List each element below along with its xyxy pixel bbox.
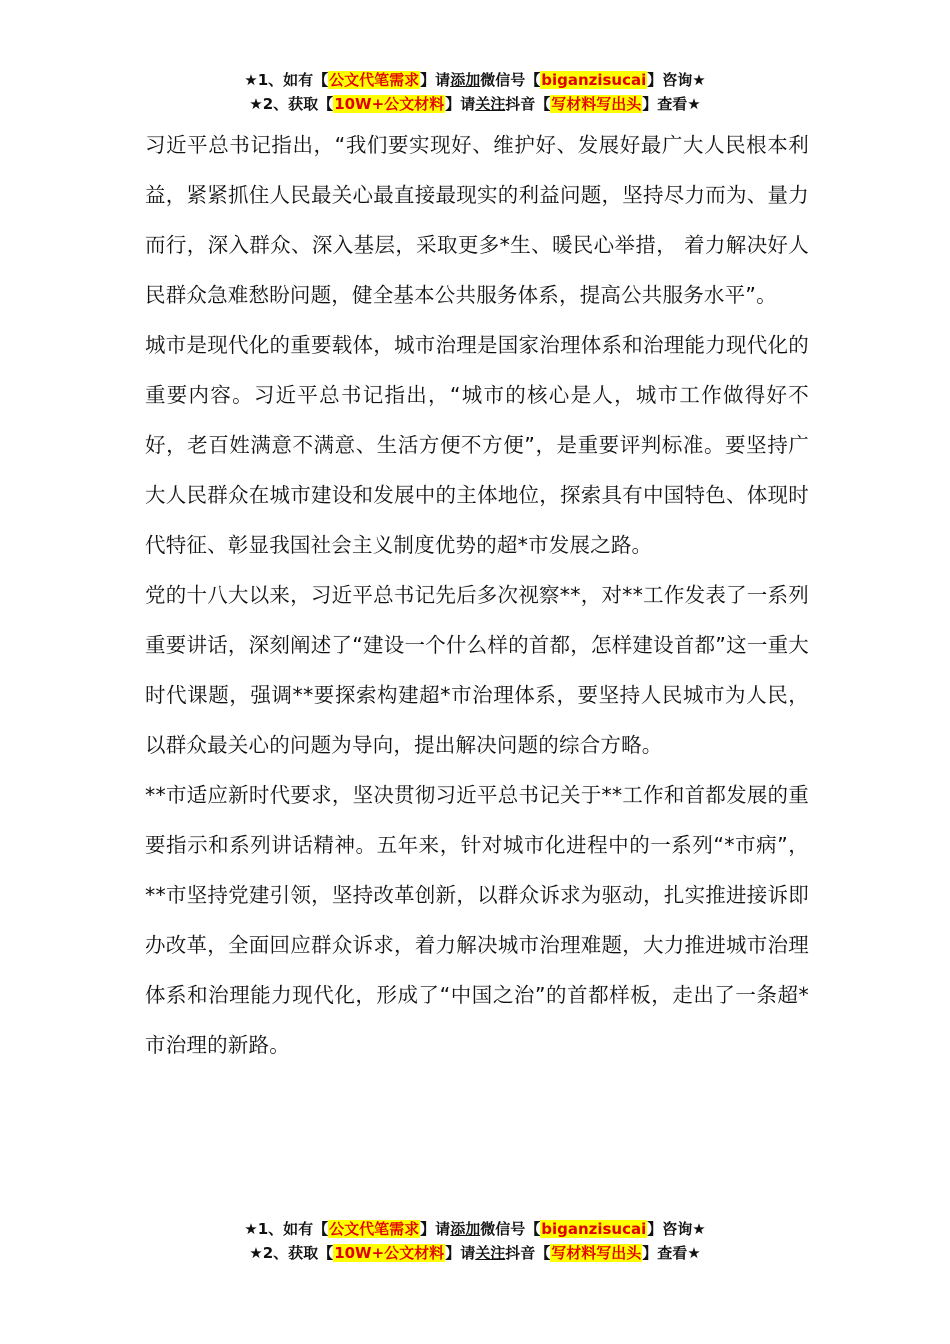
underlined-text: 添加 [450,1220,481,1238]
banner-line-1 [0,1217,950,1241]
document-body [145,120,809,1070]
banner-line-1 [0,68,950,92]
highlight-text: 公文代笔需求 [329,71,420,89]
paragraph-1: 习近平总书记指出，“我们要实现好、维护好、发展好最广大人民根本利益，紧紧抓住人民最关心最直接最现实的利益问题，坚持尽力而为、量力而行，深入群众、深入基层，采取更多*生、暖民心举措， 着力解决好人民群众急难愁盼问题，健全基本公共服务体系，提高公共服务水平”。 [145,133,809,307]
banner-text: 】请 [420,71,451,89]
banner-text: 抖音【 [505,1244,551,1262]
banner-text: 】请 [445,1244,476,1262]
banner-text: 】咨询★ [647,71,706,89]
underlined-text: 关注 [475,95,506,113]
banner-text: 】请 [420,1220,451,1238]
banner-text: 】请 [445,95,476,113]
banner-line-2 [0,1241,950,1265]
header-banner [0,68,950,116]
wechat-id: biganzisucai [541,1220,647,1238]
banner-text: ★1、如有【 [244,71,329,89]
footer-banner [0,1217,950,1265]
underlined-text: 添加 [450,71,481,89]
underlined-text: 关注 [475,1244,506,1262]
highlight-text: 公文代笔需求 [329,1220,420,1238]
douyin-id: 写材料写出头 [551,95,642,113]
banner-text: ★1、如有【 [244,1220,329,1238]
banner-text: 】查看★ [642,1244,701,1262]
douyin-id: 写材料写出头 [551,1244,642,1262]
paragraph-3: 党的十八大以来，习近平总书记先后多次视察**，对**工作发表了一系列重要讲话，深刻阐述了“建设一个什么样的首都，怎样建设首都”这一重大时代课题，强调**要探索构建超*市治理体系，要坚持人民城市为人民， 以群众最关心的问题为导向，提出解决问题的综合方略。 [145,583,809,757]
banner-text: 微信号【 [480,1220,541,1238]
banner-text: 微信号【 [480,71,541,89]
banner-text: 】查看★ [642,95,701,113]
wechat-id: biganzisucai [541,71,647,89]
banner-text: 抖音【 [505,95,551,113]
banner-line-2 [0,92,950,116]
paragraph-2: 城市是现代化的重要载体，城市治理是国家治理体系和治理能力现代化的重要内容。习近平总书记指出，“城市的核心是人，城市工作做得好不好，老百姓满意不满意、生活方便不方便”，是重要评判标准。要坚持广大人民群众在城市建设和发展中的主体地位，探索具有中国特色、体现时代特征、彰显我国社会主义制度优势的超*市发展之路。 [145,333,809,557]
banner-text: ★2、获取【 [249,95,334,113]
paragraph-4: **市适应新时代要求，坚决贯彻习近平总书记关于**工作和首都发展的重要指示和系列讲话精神。五年来，针对城市化进程中的一系列“*市病”， **市坚持党建引领，坚持改革创新，以群众诉求为驱动，扎实推进接诉即办改革，全面回应群众诉求，着力解决城市治理难题，大力推进城市治理体系和治理能力现代化，形成了“中国之治”的首都样板，走出了一条超*市治理的新路。 [145,783,809,1057]
highlight-text: 10W+公文材料 [334,95,445,113]
banner-text: ★2、获取【 [249,1244,334,1262]
banner-text: 】咨询★ [647,1220,706,1238]
highlight-text: 10W+公文材料 [334,1244,445,1262]
